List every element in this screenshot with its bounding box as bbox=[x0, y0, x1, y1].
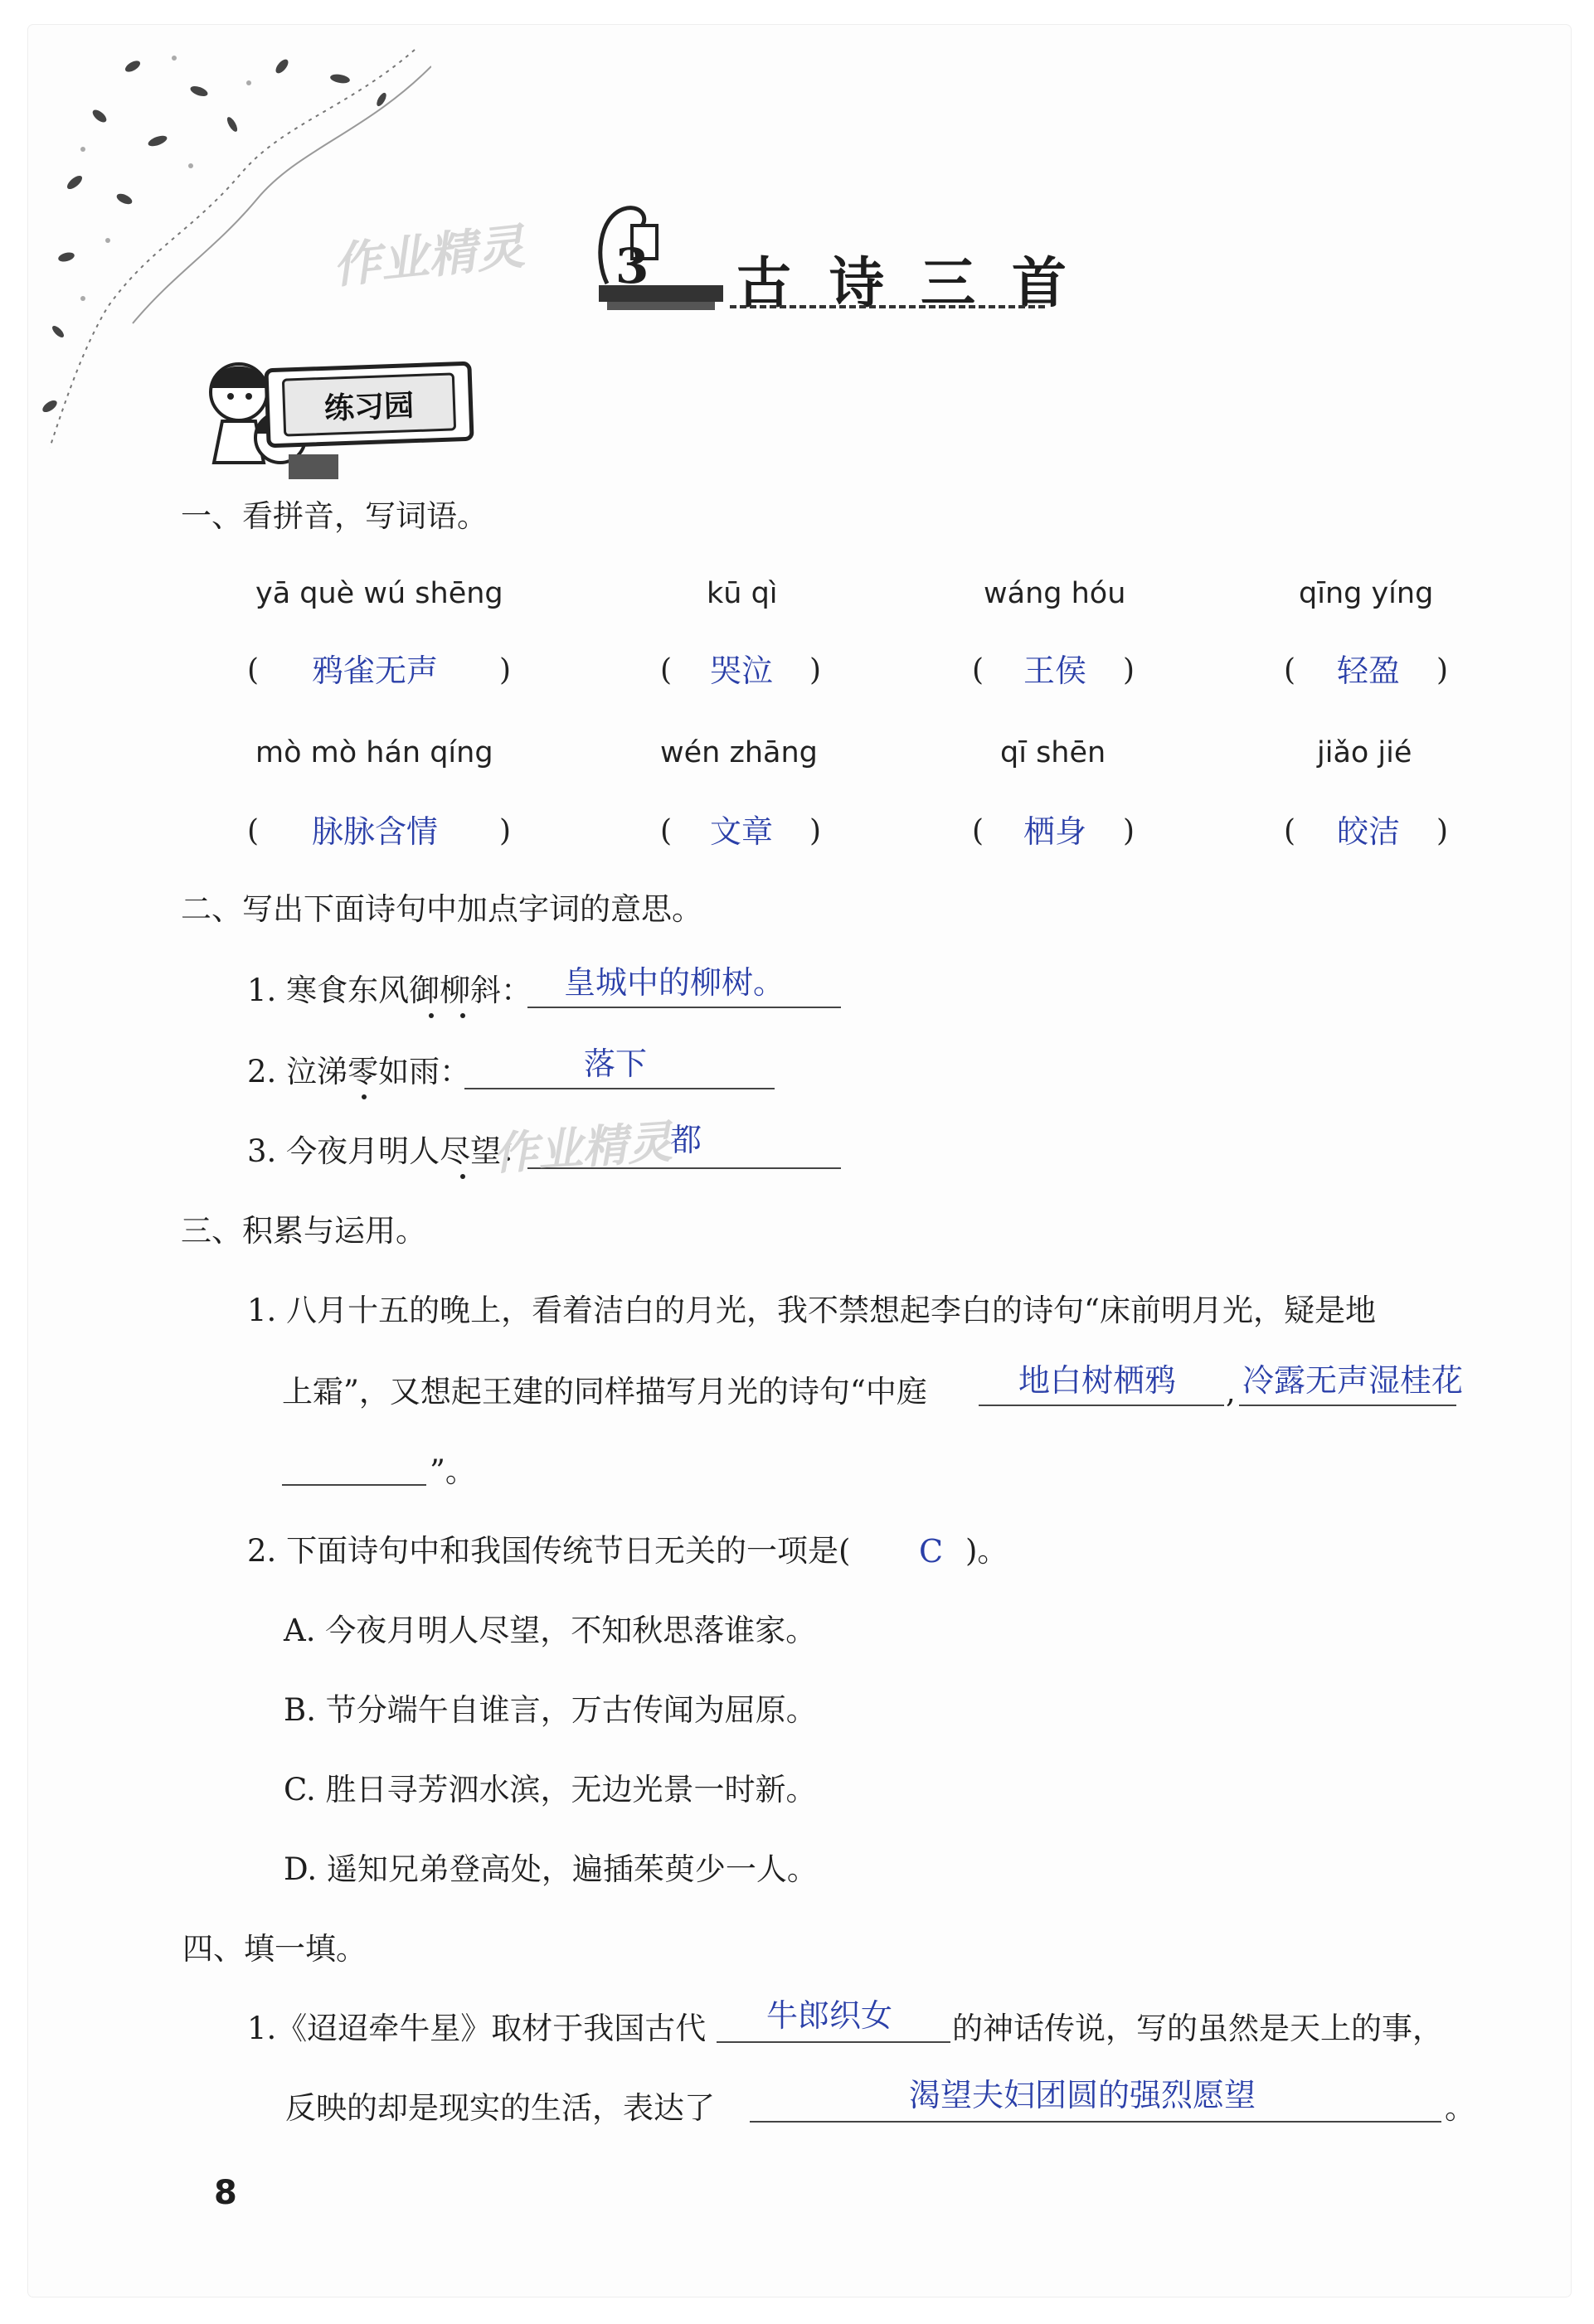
section4-heading: 四、填一填。 bbox=[182, 1931, 367, 1967]
answer-2-2: 落下 bbox=[584, 1046, 648, 1082]
answer-2-3: 都 bbox=[670, 1122, 702, 1158]
answer-line bbox=[1239, 1405, 1456, 1406]
question-3-2-close: )。 bbox=[965, 1533, 1008, 1569]
paren-close: ) bbox=[1123, 653, 1135, 687]
lesson-number: 3 bbox=[615, 238, 649, 294]
answer-8: 皎洁 bbox=[1337, 813, 1401, 850]
emphasis-dot bbox=[429, 1013, 434, 1018]
question-3-2-stem: 2. 下面诗句中和我国传统节日无关的一项是( bbox=[247, 1533, 851, 1569]
answer-line bbox=[527, 1007, 841, 1008]
pinyin-5: mò mò hán qíng bbox=[255, 736, 493, 769]
section3-heading: 三、积累与运用。 bbox=[181, 1213, 426, 1249]
question-4-1-prefix: 1.《迢迢牵牛星》取材于我国古代 bbox=[247, 2011, 707, 2046]
paren-open: ( bbox=[660, 814, 673, 848]
paren-open: ( bbox=[972, 814, 984, 848]
emphasis-dot bbox=[460, 1174, 465, 1179]
title-char-1: 古 bbox=[736, 250, 791, 315]
title-char-4: 首 bbox=[1012, 250, 1067, 315]
question-4-1-line2: 反映的却是现实的生活，表达了 bbox=[285, 2090, 715, 2126]
paren-open: ( bbox=[247, 814, 260, 848]
lamp-icon bbox=[590, 192, 740, 317]
paren-close: ) bbox=[809, 653, 822, 687]
emphasis-dot bbox=[362, 1094, 367, 1099]
watermark-middle: 作业精灵 bbox=[491, 1115, 674, 1181]
answer-5: 脉脉含情 bbox=[312, 813, 439, 850]
answer-line bbox=[464, 1088, 775, 1089]
question-3-1-line2: 上霜”，又想起王建的同样描写月光的诗句“中庭 bbox=[282, 1374, 927, 1409]
answer-7: 栖身 bbox=[1023, 813, 1087, 850]
answer-2: 哭泣 bbox=[710, 653, 774, 689]
pinyin-1: yā què wú shēng bbox=[255, 577, 503, 610]
question-4-1-end: 。 bbox=[1445, 2090, 1475, 2126]
pinyin-3: wáng hóu bbox=[984, 577, 1126, 610]
pinyin-4: qīng yíng bbox=[1299, 577, 1434, 610]
paren-close: ) bbox=[1436, 814, 1449, 848]
answer-4: 轻盈 bbox=[1337, 653, 1401, 689]
option-a: A. 今夜月明人尽望，不知秋思落谁家。 bbox=[284, 1613, 817, 1648]
answer-3-1-b: 冷露无声湿桂花 bbox=[1242, 1362, 1464, 1399]
comma: , bbox=[1226, 1374, 1236, 1409]
title-char-3: 三 bbox=[921, 250, 975, 315]
watermark-top: 作业精灵 bbox=[329, 218, 527, 294]
answer-line bbox=[282, 1484, 426, 1486]
answer-4-1-a: 牛郎织女 bbox=[766, 1997, 893, 2034]
pinyin-8: jiǎo jié bbox=[1317, 736, 1412, 769]
question-2-1: 1. 寒食东风御柳斜： bbox=[247, 973, 532, 1008]
section2-heading: 二、写出下面诗句中加点字词的意思。 bbox=[181, 891, 702, 927]
answer-3-2: C bbox=[919, 1533, 944, 1570]
paren-close: ) bbox=[1436, 653, 1449, 687]
answer-2-1: 皇城中的柳树。 bbox=[564, 964, 785, 1001]
paren-open: ( bbox=[660, 653, 673, 687]
question-4-1-suffix: 的神话传说，写的虽然是天上的事， bbox=[952, 2011, 1443, 2046]
answer-line bbox=[717, 2041, 950, 2043]
option-b: B. 节分端午自谁言，万古传闻为屈原。 bbox=[284, 1692, 817, 1728]
option-c: C. 胜日寻芳泗水滨，无边光景一时新。 bbox=[284, 1772, 817, 1807]
paren-open: ( bbox=[1284, 653, 1296, 687]
answer-3: 王侯 bbox=[1023, 653, 1087, 689]
answer-4-1-b: 渴望夫妇团圆的强烈愿望 bbox=[909, 2077, 1256, 2113]
page-number: 8 bbox=[214, 2174, 237, 2212]
answer-3-1-a: 地白树栖鸦 bbox=[1018, 1362, 1177, 1399]
emphasis-dot bbox=[460, 1013, 465, 1018]
question-2-2: 2. 泣涕零如雨： bbox=[247, 1054, 471, 1089]
pinyin-7: qī shēn bbox=[1000, 736, 1106, 769]
answer-1: 鸦雀无声 bbox=[312, 653, 439, 689]
paren-close: ) bbox=[1123, 814, 1135, 848]
option-d: D. 遥知兄弟登高处，遍插茱萸少一人。 bbox=[284, 1851, 818, 1887]
paren-open: ( bbox=[972, 653, 984, 687]
answer-line bbox=[979, 1405, 1224, 1406]
practice-badge bbox=[264, 361, 474, 449]
section1-heading: 一、看拼音，写词语。 bbox=[181, 498, 488, 534]
paren-open: ( bbox=[247, 653, 260, 687]
answer-6: 文章 bbox=[710, 813, 774, 850]
question-2-3: 3. 今夜月明人尽望： bbox=[247, 1133, 532, 1169]
practice-badge-label: 练习园 bbox=[323, 388, 415, 426]
question-3-1-line1: 1. 八月十五的晚上，看着洁白的月光，我不禁想起李白的诗句“床前明月光，疑是地 bbox=[247, 1293, 1376, 1328]
title-underline bbox=[730, 305, 1045, 308]
paren-close: ) bbox=[499, 814, 512, 848]
pinyin-2: kū qì bbox=[707, 577, 778, 610]
question-3-1-line3: ”。 bbox=[430, 1453, 476, 1489]
title-char-2: 诗 bbox=[829, 250, 884, 315]
paren-open: ( bbox=[1284, 814, 1296, 848]
answer-line bbox=[750, 2121, 1441, 2123]
paren-close: ) bbox=[809, 814, 822, 848]
paren-close: ) bbox=[499, 653, 512, 687]
pinyin-6: wén zhāng bbox=[660, 736, 818, 769]
